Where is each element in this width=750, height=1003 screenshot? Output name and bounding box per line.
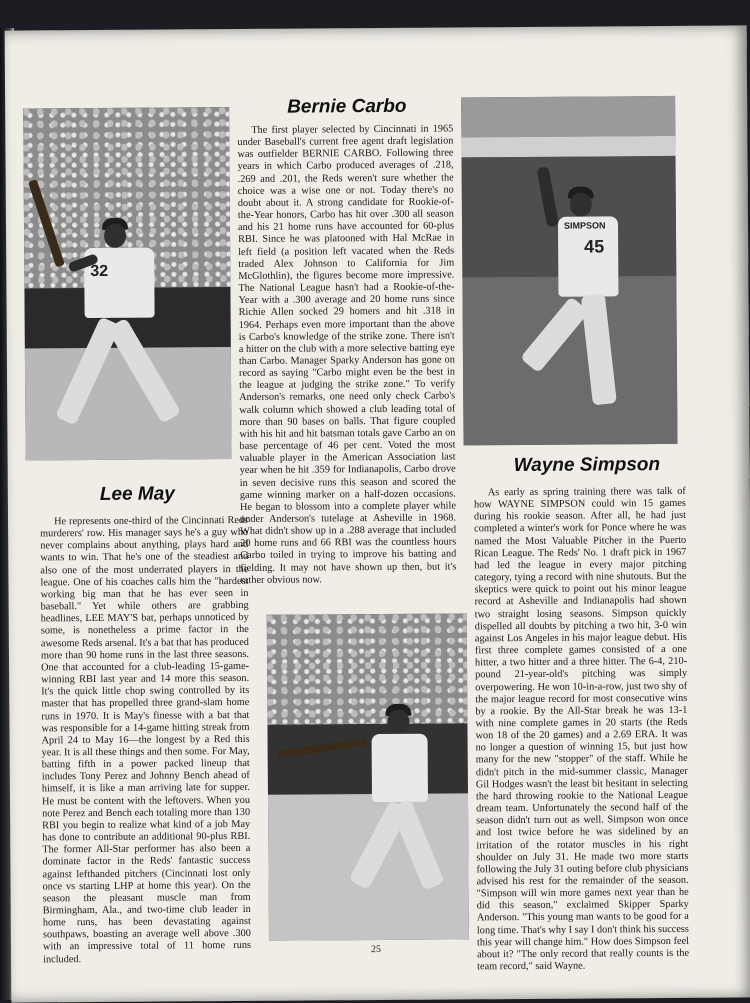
page-number: 25 [371,943,382,956]
jersey-number: 45 [584,236,605,257]
wayne-simpson-photo [461,96,677,445]
bernie-carbo-photo [267,613,469,940]
simpson-article: As early as spring training there was talk of how WAYNE SIMPSON could win 15 games during his rookie season. After all, he had just completed a winter's work for Ponce where he was named the Most Valuable Pitcher in the Puerto Rican League. The Reds' No. 1 draft pick in 1967 had led the league in every major pitching category, tying a record with nine shutouts. But the skeptics were quick to point out his minor league record at Asheville and Indianapolis had shown two straight losing seasons. Simpson quickly dispelled all doubts by pitching a two hit, 3-0 win against Los Angeles in his major league debut. His first three complete games consisted of a one hitter, a two hitter and a three hitter. The 6-4, 210-pound 21-year-old's pitching was simply overpowering. He won 10-in-a-row, just two shy of the major league record for most consecutive wins by a rookie. By the All-Star break he was 13-1 with nine complete games in 20 starts (the Reds won 18 of the 20 games) and a 2.69 ERA. It was no longer a question of winning 15, but just how many for the new "stopper" of the staff. While he didn't pitch in the mid-summer classic, Manager Gil Hodges wasn't the least bit hesitant in selecting the hard throwing rookie to the National League dream team. Unfortunately the second half of the season didn't turn out as well. Simpson won once and lost twice before he was sidelined by an irritation of the rotator muscles in his right shoulder on July 31. He made two more starts following the July 31 outing before club physicians advised his rest for the remainder of the season. "Simpson will win more games next year than he did this season," exclaimed Skipper Sparky Anderson. "This young man wants to be good for a long time. That's why I say I don't think his success this year will change him." How does Simpson feel about it? "The only record that really counts is the team record," said Wayne. [473,485,690,973]
jersey-name: SIMPSON [563,220,606,231]
may-headline: Lee May [99,483,175,505]
jersey-number: 32 [90,262,109,281]
may-article: He represents one-third of the Cincinnati Reds murderers' row. His manager says he's a guy who never complains about anything, plays hard and wants to win. That he's one of the steadiest and also one of the most underrated players in the league. One of his coaches calls him the "hardest working big man that he has ever seen in baseball." Yet while others are grabbing headlines, LEE MAY'S bat, perhaps unnoticed by some, is nonetheless a prime factor in the awesome Reds arsenal. It's a bat that has produced more than 90 home runs in the last three seasons. One that accounted for a club-leading 15-game-winning RBI last year and 14 more this season. It's the quick little chop swing controlled by its master that has propelled three grand-slam home runs in 1970. It is May's finesse with a bat that was responsible for a 14-game hitting streak from April 24 to May 16—the longest by a Red this year. It is all these things and then some. For May, batting fifth in a power packed lineup that includes Tony Perez and Johnny Bench ahead of himself, it is like a man arriving late for supper. He must be content with the leftovers. When you note Perez and Bench each totaling more than 130 RBI you begin to realize what kind of a job May has done to contribute an additional 90-plus RBI. The former All-Star performer has also been a dominate factor in the Reds' fantastic success against lefthanded pitchers (Cincinnati lost only once vs starting LHP at home this year). On the season the pleasant muscle man from Birmingham, Ala., and two-time club leader in home runs, has been devastating against southpaws, boasting an average well above .300 with an impressive total of 11 home runs included. [40,514,252,965]
carbo-headline: Bernie Carbo [287,95,407,118]
program-page [5,25,750,1002]
lee-may-photo [23,107,231,460]
simpson-headline: Wayne Simpson [513,454,661,477]
carbo-article: The first player selected by Cincinnati in 1965 under Baseball's current free agent draft legislation was outfielder BERNIE CARBO. Following three years in which Carbo produced averages of .218, .269 and .201, the Reds weren't sure whether the choice was a wise one or not. Today there's no doubt about it. A strong candidate for Rookie-of-the-Year honors, Carbo has hit over .300 all season and his 21 home runs have accounted for 60-plus RBI. Since he was platooned with Hal McRae in left field (a position left vacated when the Reds traded Alex Johnson to California for Jim McGlothlin), the figures become more impressive. The National League hasn't had a Rookie-of-the-Year with a .300 average and 20 home runs since Richie Allen socked 29 homers and hit .318 in 1964. Perhaps even more important than the above is Carbo's knowledge of the strike zone. There isn't a hitter on the club with a more selective batting eye than Carbo. Manager Sparky Anderson has gone on record as saying "Carbo might even be the best in the league at judging the strike zone." To verify Anderson's remarks, one need only check Carbo's walk column which showed a club leading total of more than 90 bases on balls. That figure coupled with his hit and hit batsman totals gave Carbo an on base percentage of 46 per cent. Voted the most valuable player in the American Association last year when he hit .359 for Indianapolis, Carbo drove in seven decisive runs this season and scored the game winning marker on a half-dozen occasions. He began to blossom into a complete player while under Anderson's tutelage at Asheville in 1968. What didn't show up in a .288 average that included 20 home runs and 66 RBI was the countless hours Carbo toiled in trying to improve his batting and fielding. It may not have shown up then, but it's rather obvious now. [237,123,457,586]
